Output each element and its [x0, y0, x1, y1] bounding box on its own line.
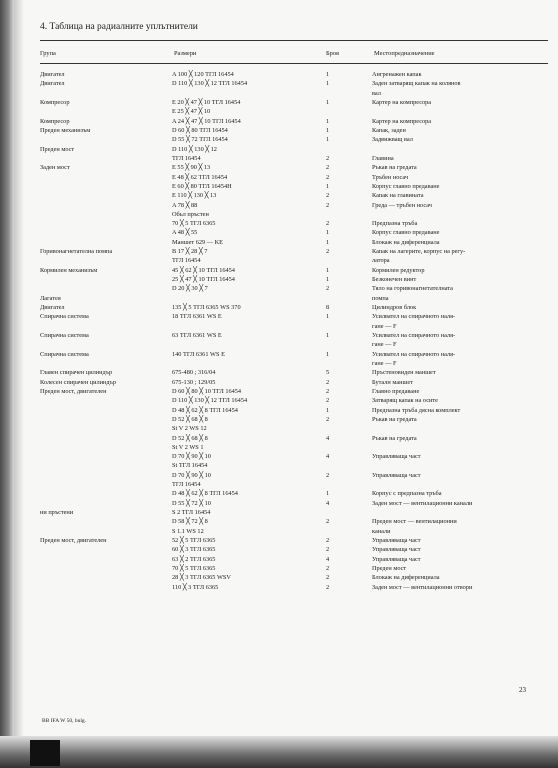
table-row	[0, 351, 558, 360]
cell-quantity: 2	[326, 201, 330, 209]
cell-purpose: Усилвател на спирачното наля-	[372, 313, 456, 321]
cell-quantity: 1	[326, 99, 330, 106]
cell-purpose: Кормилен редуктор	[372, 266, 425, 274]
cell-dimensions: 140 ТГЛ 6361 WS E	[172, 350, 225, 358]
cell-quantity: 2	[326, 285, 330, 293]
cell-group: Лагатея	[40, 294, 61, 302]
table-row	[0, 257, 558, 266]
cell-quantity: 1	[326, 136, 330, 144]
table-row	[0, 155, 558, 164]
cell-quantity: 4	[326, 499, 330, 507]
table-row	[0, 481, 558, 490]
cell-dimensions: 25 ╳ 47 ╳ 10 ТГЛ 16454	[172, 276, 235, 283]
cell-dimensions: St V 2 WS 12	[172, 425, 207, 433]
cell-quantity: 2	[326, 565, 330, 572]
table-row	[0, 211, 558, 220]
cell-group: Компресор	[40, 99, 70, 106]
page-title: 4. Таблица на радиалните уплътнители	[40, 22, 198, 32]
cell-dimensions: A 48 ╳ 55	[172, 229, 198, 237]
cell-purpose: Ръкав на гредата	[372, 415, 417, 423]
cell-dimensions: D 58 ╳ 72 ╳ 8	[172, 518, 208, 526]
cell-group: Спирачна система	[40, 332, 89, 339]
cell-purpose: Ангренажен капак	[372, 71, 422, 78]
cell-dimensions: D 52 ╳ 68 ╳ 8	[172, 434, 208, 442]
table-row	[0, 490, 558, 499]
cell-dimensions: D 110 ╳ 130 ╳ 12 ТГЛ 16454	[172, 80, 248, 88]
table-row	[0, 574, 558, 583]
cell-dimensions: S 2 ТГЛ 16454	[172, 509, 211, 516]
cell-purpose: Заден мост — вентилационни канали	[372, 499, 473, 507]
table-row	[0, 500, 558, 509]
cell-quantity: 1	[326, 313, 330, 321]
cell-quantity: 2	[326, 164, 330, 172]
cell-quantity: 2	[326, 574, 330, 582]
cell-purpose: гане — F	[372, 359, 397, 367]
cell-dimensions: 45 ╳ 62 ╳ 10 ТГЛ 16454	[172, 266, 235, 274]
cell-dimensions: E 60 ╳ 80 ТГЛ 16454Н	[172, 182, 232, 190]
cell-quantity: 5	[326, 369, 330, 377]
cell-purpose: Управляваща част	[372, 546, 421, 554]
table-row	[0, 248, 558, 257]
cell-quantity: 4	[326, 555, 330, 563]
table-row	[0, 276, 558, 285]
table-row	[0, 295, 558, 304]
cell-dimensions: 135 ╳ 5 ТГЛ 6365 WS 370	[172, 304, 241, 311]
cell-quantity: 2	[326, 154, 330, 162]
cell-group: Преден мост	[40, 145, 75, 153]
cell-dimensions: 18 ТГЛ 6361 WS E	[172, 313, 222, 321]
table-row	[0, 80, 558, 89]
cell-quantity: 2	[326, 387, 330, 395]
cell-dimensions: 70 ╳ 5 ТГЛ 6365	[172, 565, 216, 572]
cell-dimensions: D 48 ╳ 62 ╳ 8 ТГЛ 16454	[172, 490, 238, 498]
cell-quantity: 2	[326, 583, 330, 591]
table-row	[0, 332, 558, 341]
cell-quantity: 4	[326, 453, 330, 461]
cell-dimensions: E 25 ╳ 47 ╳ 10	[172, 108, 211, 116]
cell-dimensions: St V 2 WS 1	[172, 443, 204, 451]
cell-dimensions: D 110 ╳ 130 ╳ 12	[172, 145, 217, 153]
table-row	[0, 369, 558, 378]
table-row	[0, 127, 558, 136]
table-row	[0, 556, 558, 565]
cell-quantity: 1	[326, 406, 330, 414]
table-row	[0, 164, 558, 173]
cell-purpose: гане — F	[372, 341, 397, 349]
cell-dimensions: 675-480 ; 316/04	[172, 369, 216, 377]
table-row	[0, 565, 558, 574]
table-row	[0, 285, 558, 294]
table-row	[0, 90, 558, 99]
table-row	[0, 341, 558, 350]
header-dimensions: Размери	[174, 50, 197, 57]
cell-purpose: Главно предаване	[372, 387, 420, 395]
cell-purpose: Капак на главината	[372, 192, 424, 200]
cell-dimensions: D 55 ╳ 72 ТГЛ 16454	[172, 136, 228, 144]
cell-dimensions: D 52 ╳ 68 ╳ 8	[172, 415, 208, 423]
cell-group: Двигател	[40, 71, 65, 78]
cell-dimensions: A 78 ╳ 88	[172, 201, 198, 209]
footer-note: BB IFA W 50, bulg.	[42, 718, 87, 724]
cell-purpose: Заден мост — вентилационни отвори	[372, 583, 473, 591]
cell-purpose: Картер на компресора	[372, 99, 432, 106]
cell-purpose: Цилиндров блок	[372, 304, 417, 311]
cell-dimensions: B 17 ╳ 28 ╳ 7	[172, 248, 208, 256]
cell-group: Колесен спирачен цилиндър	[40, 378, 117, 386]
table-row	[0, 108, 558, 117]
cell-purpose: Главина	[372, 154, 394, 162]
cell-dimensions: A 24 ╳ 47 ╳ 10 ТГЛ 16454	[172, 117, 241, 125]
cell-group: Преден мост, двигателен	[40, 387, 107, 395]
cell-quantity: 1	[326, 80, 330, 88]
table-row	[0, 71, 558, 80]
cell-purpose: Предпазна тръба	[372, 220, 418, 228]
cell-purpose: Пръстеновиден маншет	[372, 369, 436, 377]
cell-purpose: Корпус главно предаване	[372, 229, 440, 237]
table-row	[0, 202, 558, 211]
table-row	[0, 528, 558, 537]
cell-dimensions: E 110 ╳ 130 ╳ 13	[172, 192, 217, 200]
cell-purpose: латора	[372, 257, 390, 265]
cell-purpose: помпа	[372, 294, 389, 302]
table-row	[0, 509, 558, 518]
cell-quantity: 1	[326, 266, 330, 274]
cell-dimensions: S 1.1 WS 12	[172, 527, 204, 535]
cell-dimensions: D 20 ╳ 30 ╳ 7	[172, 285, 208, 293]
cell-quantity: 4	[326, 434, 330, 442]
header-top-rule	[40, 40, 548, 41]
cell-dimensions: D 55 ╳ 72 ╳ 10	[172, 499, 211, 507]
table-row	[0, 407, 558, 416]
cell-purpose: Картер на компресора	[372, 117, 432, 125]
scan-dark-mark	[30, 740, 60, 766]
cell-quantity: 1	[326, 229, 330, 237]
cell-quantity: 1	[326, 71, 330, 78]
cell-group: Спирачна система	[40, 313, 89, 321]
cell-purpose: Блокаж на диференциала	[372, 238, 440, 246]
table-row	[0, 99, 558, 108]
cell-purpose: Управляваща част	[372, 537, 421, 544]
cell-dimensions: 63 ТГЛ 6361 WS E	[172, 332, 222, 339]
table-row	[0, 462, 558, 471]
cell-purpose: Преден мост — вентилационни	[372, 518, 457, 526]
cell-quantity: 1	[326, 350, 330, 358]
cell-quantity: 1	[326, 332, 330, 339]
table-row	[0, 183, 558, 192]
cell-quantity: 2	[326, 471, 330, 479]
cell-quantity: 2	[326, 173, 330, 181]
cell-dimensions: 60 ╳ 3 ТГЛ 6365	[172, 546, 216, 554]
cell-dimensions: 63 ╳ 2 ТГЛ 6365	[172, 555, 216, 563]
header-purpose: Местопредназначение	[374, 50, 435, 57]
cell-dimensions: St ТГЛ 16454	[172, 462, 208, 470]
cell-quantity: 1	[326, 182, 330, 190]
cell-dimensions: D 70 ╳ 90 ╳ 10	[172, 453, 211, 461]
cell-dimensions: Обьл пръстен	[172, 210, 209, 218]
table-row	[0, 472, 558, 481]
cell-dimensions: Маншет 629 — KE	[172, 238, 224, 246]
cell-quantity: 1	[326, 238, 330, 246]
cell-purpose: Тръбен носач	[372, 173, 409, 181]
table-row	[0, 584, 558, 593]
table-row	[0, 518, 558, 527]
cell-group: Заден мост	[40, 164, 70, 172]
table-row	[0, 444, 558, 453]
cell-purpose: Блокаж на диференциала	[372, 574, 440, 582]
table-row	[0, 192, 558, 201]
table-row	[0, 388, 558, 397]
table-row	[0, 416, 558, 425]
cell-purpose: Преден мост	[372, 565, 407, 572]
header-group: Група	[40, 50, 56, 57]
table-row	[0, 537, 558, 546]
cell-purpose: Затварящ капак на осите	[372, 397, 438, 405]
cell-purpose: Ръкав на гредата	[372, 164, 417, 172]
header-bottom-rule	[40, 63, 548, 64]
cell-quantity: 2	[326, 397, 330, 405]
table-row	[0, 546, 558, 555]
cell-purpose: Задвижващ вал	[372, 136, 413, 144]
cell-dimensions: D 60 ╳ 80 ТГЛ 16454	[172, 126, 228, 134]
page-number: 23	[519, 686, 526, 694]
cell-dimensions: D 70 ╳ 90 ╳ 10	[172, 471, 211, 479]
cell-purpose: Корпус с предпазна тръба	[372, 490, 442, 498]
cell-quantity: 2	[326, 220, 330, 228]
cell-purpose: Корпус главно предаване	[372, 182, 440, 190]
table-row	[0, 453, 558, 462]
cell-purpose: Управляваща част	[372, 555, 421, 563]
scan-bottom-shadow	[0, 736, 558, 768]
cell-quantity: 2	[326, 192, 330, 200]
table-row	[0, 360, 558, 369]
cell-dimensions: E 55 ╳ 90 ╳ 13	[172, 164, 211, 172]
cell-group: Преден механизъм	[40, 126, 91, 134]
cell-quantity: 1	[326, 126, 330, 134]
cell-quantity: 1	[326, 117, 330, 125]
cell-quantity: 2	[326, 537, 330, 544]
cell-group: Горивонагнетателна помпа	[40, 248, 113, 256]
cell-group: Двигател	[40, 304, 65, 311]
cell-group: Спирачна система	[40, 350, 89, 358]
table-row	[0, 229, 558, 238]
cell-purpose: Предпазна тръба дясна комплект	[372, 406, 461, 414]
cell-purpose: вал	[372, 89, 381, 97]
table-row	[0, 118, 558, 127]
table-row	[0, 146, 558, 155]
cell-quantity: 8	[326, 304, 330, 311]
cell-purpose: Безконечен винт	[372, 276, 417, 283]
cell-group: Двигател	[40, 80, 65, 88]
cell-dimensions: A 100 ╳ 120 ТГЛ 16454	[172, 71, 234, 78]
cell-purpose: Управляваща част	[372, 471, 421, 479]
cell-dimensions: ТГЛ 16454	[172, 154, 201, 162]
cell-quantity: 2	[326, 415, 330, 423]
cell-quantity: 1	[326, 276, 330, 283]
table-row	[0, 304, 558, 313]
cell-dimensions: 52 ╳ 5 ТГЛ 6365	[172, 537, 216, 544]
cell-quantity: 1	[326, 490, 330, 498]
table-row	[0, 379, 558, 388]
cell-dimensions: 28 ╳ 3 ТГЛ 6365 WSV	[172, 574, 231, 582]
cell-quantity: 2	[326, 248, 330, 256]
cell-purpose: Ръкав на гредата	[372, 434, 417, 442]
cell-purpose: канали	[372, 527, 391, 535]
cell-purpose: Тяло на горивонагнетателната	[372, 285, 453, 293]
cell-dimensions: D 48 ╳ 62 ╳ 8 ТГЛ 16454	[172, 406, 238, 414]
table-row	[0, 136, 558, 145]
cell-purpose: Заден затварящ капак на колянов	[372, 80, 461, 88]
table-row	[0, 267, 558, 276]
cell-dimensions: 675-130 ; 129/05	[172, 378, 216, 386]
cell-dimensions: ТГЛ 16454	[172, 257, 201, 265]
cell-quantity: 2	[326, 378, 330, 386]
table-row	[0, 323, 558, 332]
table-row	[0, 174, 558, 183]
cell-quantity: 2	[326, 518, 330, 526]
table-row	[0, 397, 558, 406]
cell-group: Компресор	[40, 117, 70, 125]
table-row	[0, 435, 558, 444]
cell-purpose: гане — F	[372, 322, 397, 330]
cell-dimensions: ТГЛ 16454	[172, 481, 201, 489]
cell-dimensions: 70 ╳ 5 ТГЛ 6365	[172, 220, 216, 228]
table-row	[0, 220, 558, 229]
cell-purpose: Капак на лагерите, корпус на регу-	[372, 248, 466, 256]
header-quantity: Броя	[326, 50, 339, 57]
cell-dimensions: D 110 ╳ 130 ╳ 12 ТГЛ 16454	[172, 397, 248, 405]
cell-group: Кормилен механизъм	[40, 266, 98, 274]
cell-purpose: Буталн маншет	[372, 378, 413, 386]
table-row	[0, 425, 558, 434]
cell-group: Главен спирачен цилиндър	[40, 369, 113, 377]
table-row	[0, 239, 558, 248]
cell-purpose: Управляваща част	[372, 453, 421, 461]
cell-purpose: Греда — тръбен носач	[372, 201, 432, 209]
cell-purpose: Капак, заден	[372, 126, 406, 134]
table-row	[0, 313, 558, 322]
cell-purpose: Усилвател на спирачното наля-	[372, 350, 456, 358]
cell-dimensions: 110 ╳ 3 ТГЛ 6365	[172, 583, 219, 591]
cell-quantity: 2	[326, 546, 330, 554]
cell-dimensions: D 60 ╳ 80 ╳ 10 ТГЛ 16454	[172, 387, 242, 395]
cell-group: ни пръстени	[40, 509, 74, 516]
cell-dimensions: E 20 ╳ 47 ╳ 10 ТГЛ 16454	[172, 99, 241, 106]
cell-group: Преден мост, двигателен	[40, 537, 107, 544]
cell-dimensions: E 48 ╳ 62 ТГЛ 16454	[172, 173, 228, 181]
cell-purpose: Усилвател на спирачното наля-	[372, 332, 456, 339]
